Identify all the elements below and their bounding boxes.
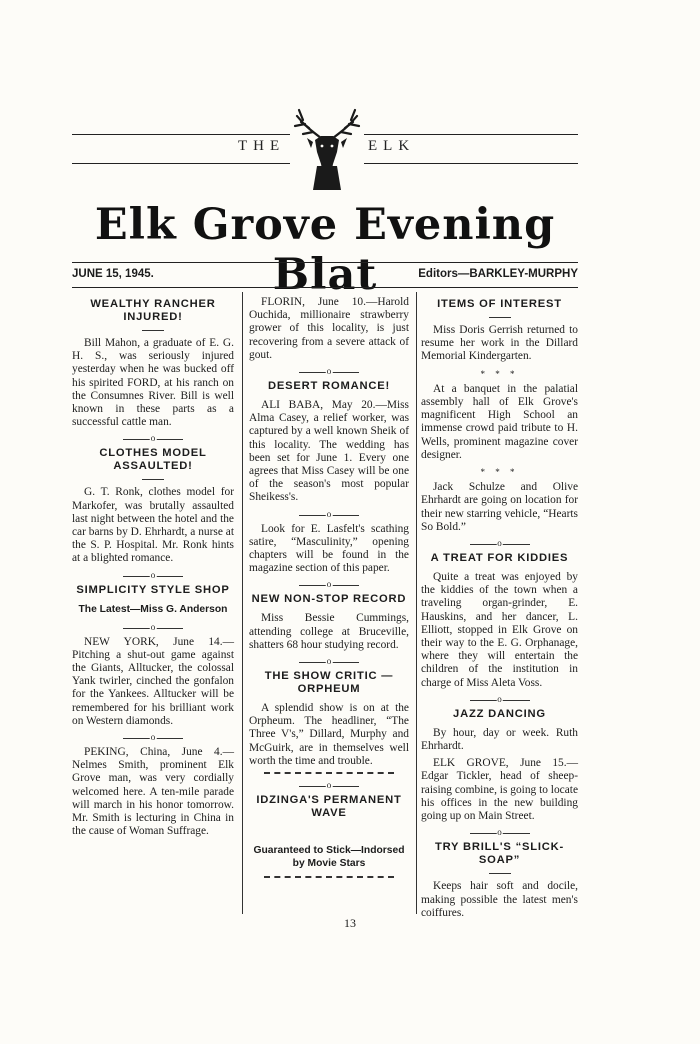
article-hearts-so-bold: Jack Schulze and Olive Ehrhardt are going on location for their new starring vehicle, “Hearts So Bold.” <box>421 481 578 533</box>
separator: o <box>249 366 409 378</box>
article-banquet: At a banquet in the palatial assembly hall of Elk Grove's magnificent High School an immense crowd paid tribute to H. Wells, prominent magazine cover designer. <box>421 382 578 461</box>
page-number: 13 <box>344 916 356 930</box>
short-rule <box>489 873 511 874</box>
article-treat-for-kiddies: Quite a treat was enjoyed by the kiddies of the town when a traveling organ-grinder, E. Hauskins, and her dancer, L. Elliott, stopped in Elk Grove on their way to the E. G. Orphanage, where they will entertain the children of the institution in charge of Miss Aleta Voss. <box>421 571 578 689</box>
article-peking: PEKING, China, June 4.—Nelmes Smith, prominent Elk Grove man, was very cordially welcomed here. A ten-mile parade will march in his honor tomorrow. Mr. Smith is lecturing in China in the cause of Woman Suffrage. <box>72 746 234 838</box>
headline-slick-soap: TRY BRILL'S “SLICK-SOAP” <box>434 841 565 867</box>
title-rule <box>72 262 578 263</box>
star-separator: * * * <box>480 467 519 478</box>
headline-desert-romance: DESERT ROMANCE! <box>267 380 390 393</box>
newspaper-title: Elk Grove Evening Blat <box>94 200 556 300</box>
article-elk-grove-offices: ELK GROVE, June 15.—Edgar Tickler, head of sheep-raising combine, is going to locate his offices in the new building going up on Main Street. <box>421 757 578 823</box>
masthead-rule-top-right <box>364 134 578 135</box>
masthead-word-the: THE <box>238 138 286 154</box>
elk-head-icon <box>291 108 363 192</box>
headline-simplicity-shop: SIMPLICITY STYLE SHOP <box>76 583 230 596</box>
article-desert-romance: ALI BABA, May 20.—Miss Alma Casey, a relief worker, was captured by a well known Sheik of this locality. The wedding has been set for June 1. Every one agrees that Miss Casey will be one of the season's most popular Sheikess's. <box>249 399 409 504</box>
article-masculinity: Look for E. Lasfelt's scathing satire, “Masculinity,” opening chapters will be found in the magazine section of this paper. <box>249 522 409 575</box>
separator: o <box>249 656 409 668</box>
masthead-rule-bottom-right <box>364 163 578 164</box>
article-florin: FLORIN, June 10.—Harold Ouchida, millionaire strawberry grower of this locality, is just recovering from a severe attack of gout. <box>249 296 409 361</box>
separator: o <box>249 509 409 521</box>
headline-clothes-model: CLOTHES MODEL ASSAULTED! <box>99 447 207 473</box>
separator: o <box>249 579 409 591</box>
short-rule <box>142 330 164 331</box>
article-clothes-model: G. T. Ronk, clothes model for Markofer, was brutally assaulted last night between the hotel and the car barns by D. Ehrhardt, a nurse at the S. P. Hospital. Mr. Ronk hints at a blighted romance. <box>72 486 234 565</box>
headline-permanent-wave: IDZINGA'S PERMANENT WAVE <box>256 794 402 820</box>
masthead-rule-top-left <box>72 134 290 135</box>
separator: o <box>421 694 578 706</box>
article-show-critic: A splendid show is on at the Orpheum. The headliner, “The Three V's,” Dillard, Murphy and McGuirk, are in themselves well worth the time and trouble. <box>249 702 409 767</box>
column-divider-left <box>242 292 243 914</box>
article-slick-soap: Keeps hair soft and docile, making possible the latest men's coiffures. <box>421 880 578 919</box>
separator: o <box>421 827 578 839</box>
separator: o <box>72 732 234 744</box>
editors-line: Editors—BARKLEY-MURPHY <box>418 268 578 280</box>
headline-treat-for-kiddies: A TREAT FOR KIDDIES <box>430 552 569 565</box>
column-divider-right <box>416 292 417 914</box>
separator: o <box>72 622 234 634</box>
separator: o <box>249 780 409 792</box>
masthead-rule-bottom-left <box>72 163 290 164</box>
subhead-permanent-wave: Guaranteed to Stick—Indorsed by Movie Stars <box>253 845 405 870</box>
headline-non-stop-record: NEW NON-STOP RECORD <box>251 593 407 606</box>
subhead-simplicity-shop: The Latest—Miss G. Anderson <box>78 603 228 615</box>
dashed-rule <box>264 772 394 774</box>
dashed-rule <box>264 876 394 878</box>
separator: o <box>72 433 234 445</box>
dateline-rule <box>72 287 578 288</box>
separator: o <box>421 538 578 550</box>
short-rule <box>142 479 164 480</box>
star-separator: * * * <box>480 368 519 379</box>
issue-date: JUNE 15, 1945. <box>72 268 154 280</box>
headline-wealthy-rancher: WEALTHY RANCHER INJURED! <box>90 298 216 323</box>
column-3 <box>421 296 578 924</box>
short-rule <box>489 317 511 318</box>
article-doris-gerrish: Miss Doris Gerrish returned to resume her work in the Dillard Memorial Kindergarten. <box>421 324 578 363</box>
separator: o <box>72 570 234 582</box>
article-new-york: NEW YORK, June 14.—Pitching a shut-out game against the Giants, Alltucker, the colossal Yank twirler, cinched the gonfalon for the Yankees. Alltucker will be remembered for his brilliant work on Western diamonds. <box>72 635 234 727</box>
headline-jazz-dancing: JAZZ DANCING <box>453 707 546 720</box>
masthead-word-elk: ELK <box>368 138 416 154</box>
headline-show-critic: THE SHOW CRITIC —ORPHEUM <box>264 670 394 696</box>
article-non-stop-record: Miss Bessie Cummings, attending college at Bruceville, shatters 68 hour studying record. <box>249 612 409 651</box>
article-wealthy-rancher: Bill Mahon, a graduate of E. G. H. S., was seriously injured yesterday when he was bucked off his spirited FORD, at his ranch on the Consumnes River. Bill is well known in these parts as a successful cattle man. <box>72 337 234 429</box>
article-jazz-dancing: By hour, day or week. Ruth Ehrhardt. <box>421 726 578 753</box>
headline-items-of-interest: ITEMS OF INTEREST <box>437 298 562 310</box>
column-2 <box>249 296 409 884</box>
column-1 <box>72 296 234 842</box>
